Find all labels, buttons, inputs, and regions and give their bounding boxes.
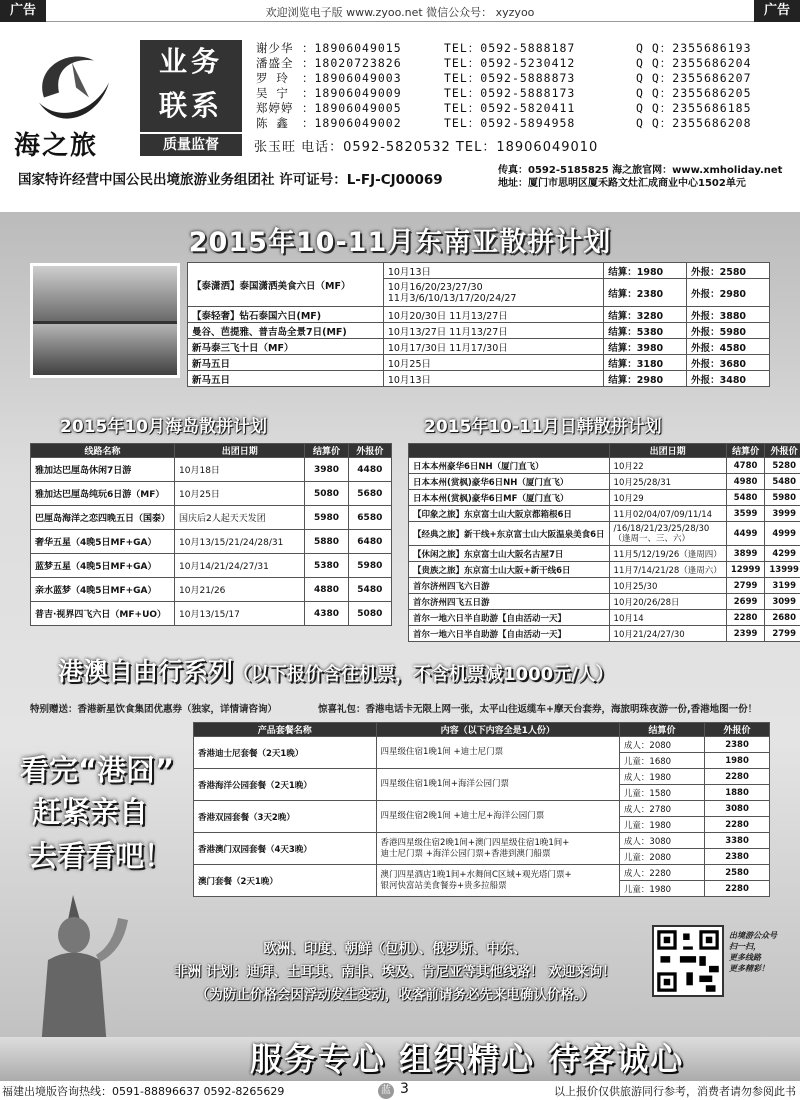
table-row <box>194 737 770 753</box>
settle-price: 5980 <box>305 506 348 530</box>
hk-macau-title <box>58 652 614 688</box>
fax-address <box>498 164 782 190</box>
contact-tel: TEL：0592-5820411 <box>444 101 576 115</box>
adult-quote: 3080 <box>705 801 770 817</box>
col-header: 结算价 <box>619 723 704 737</box>
contact-mobile: ：18906049015 <box>302 41 402 55</box>
route-date: 10月25日 <box>175 482 305 506</box>
child-price: 儿童：1680 <box>619 753 704 769</box>
settle-price: 结算：5380 <box>604 323 687 339</box>
table-row <box>31 530 392 554</box>
quote-price: 5480 <box>765 474 800 490</box>
slogan-line-3: 去看看吧！ <box>28 839 174 873</box>
quote-price: 外报：5980 <box>687 323 770 339</box>
quote-price: 外报：2580 <box>687 263 770 279</box>
route-date: 10月25/30 <box>609 578 726 594</box>
contact-row <box>256 85 796 100</box>
table-row <box>409 506 800 522</box>
route-name: 【泰潇洒】泰国潇洒美食六日（MF） <box>188 263 384 307</box>
service-slogan: 服务专心 组织精心 待客诚心 <box>250 1040 685 1078</box>
contact-tel: TEL：0592-5888873 <box>444 71 576 85</box>
table-row <box>409 546 800 562</box>
contact-qq: Q Q：2355686204 <box>636 56 752 70</box>
settle-price: 4980 <box>726 474 765 490</box>
col-header: 外报价 <box>705 723 770 737</box>
route-name: 蓝梦五星（4晚5日MF+GA） <box>31 554 175 578</box>
table-header-row <box>194 723 770 737</box>
table-row <box>409 562 800 578</box>
table-row <box>188 371 770 387</box>
contact-row <box>256 100 796 115</box>
beach-image <box>33 324 177 375</box>
hk-package-table <box>193 722 770 897</box>
quote-price: 外报：2980 <box>687 279 770 307</box>
table-row <box>188 339 770 355</box>
route-name: 雅加达巴厘岛休闲7日游 <box>31 458 175 482</box>
route-date: 10月29 <box>609 490 726 506</box>
route-date: 10月13日 <box>383 263 603 279</box>
settle-price: 5380 <box>305 554 348 578</box>
quote-price: 外报：4580 <box>687 339 770 355</box>
route-date: 11月02/04/07/09/11/14 <box>609 506 726 522</box>
settle-price: 5480 <box>726 490 765 506</box>
biz-line-1: 业务 <box>158 45 223 78</box>
qr-caption-line: 出境游公众号 <box>729 931 777 940</box>
contact-mobile: ：18906049005 <box>302 101 402 115</box>
contact-row <box>256 55 796 70</box>
settle-price: 3899 <box>726 546 765 562</box>
settle-price: 3980 <box>305 458 348 482</box>
quality-contact: 张玉旺 电话：0592-5820532 TEL：18906049010 <box>254 140 599 155</box>
route-name: 【经典之旅】新干线+东京富士山大阪温泉美食6日 <box>409 522 610 546</box>
route-date: 10月13日 <box>383 371 603 387</box>
route-name: 雅加达巴厘岛纯玩6日游（MF） <box>31 482 175 506</box>
contact-qq: Q Q：2355686207 <box>636 71 752 85</box>
package-content: 四星级住宿1晚1间+海洋公园门票 <box>376 769 619 801</box>
hk-title-note: （以下报价含往机票，不含机票减1000元/人） <box>233 664 614 685</box>
top-bar-text: 欢迎浏览电子版 www.zyoo.net 微信公众号： xyzyoo <box>265 6 535 19</box>
child-price: 儿童：1980 <box>619 817 704 833</box>
route-name: 【贵族之旅】东京富士山大阪+新干线6日 <box>409 562 610 578</box>
route-name: 日本本州(赏枫)豪华6日MF（厦门直飞） <box>409 490 610 506</box>
quote-price: 外报：3680 <box>687 355 770 371</box>
quote-price: 5980 <box>348 554 391 578</box>
child-price: 儿童：1580 <box>619 785 704 801</box>
table-row <box>409 594 800 610</box>
route-name: 【印象之旅】东京富士山大阪京都箱根6日 <box>409 506 610 522</box>
adult-price: 成人：1980 <box>619 769 704 785</box>
col-header: 结算价 <box>305 444 348 458</box>
contact-qq: Q Q：2355686193 <box>636 41 752 55</box>
sea-title: 2015年10-11月东南亚散拼计划 <box>188 227 612 258</box>
quote-price: 4480 <box>348 458 391 482</box>
child-quote: 1980 <box>705 753 770 769</box>
fax-line: 传真：0592-5185825 海之旅官网：www.xmholiday.net <box>498 165 783 176</box>
adult-price: 成人：2780 <box>619 801 704 817</box>
table-row <box>31 578 392 602</box>
adult-quote: 2380 <box>705 737 770 753</box>
table-row <box>31 458 392 482</box>
col-header: 内容（以下内容全是1人份） <box>376 723 619 737</box>
table-row <box>409 458 800 474</box>
contact-row <box>256 40 796 55</box>
table-row <box>188 307 770 323</box>
adult-quote: 2580 <box>705 865 770 881</box>
quote-price: 3999 <box>765 506 800 522</box>
settle-price: 5080 <box>305 482 348 506</box>
settle-price: 结算：3980 <box>604 339 687 355</box>
contact-tel: TEL：0592-5888173 <box>444 86 576 100</box>
qr-caption-line: 扫一扫， <box>729 942 761 951</box>
contact-list <box>256 40 796 130</box>
table-row <box>31 506 392 530</box>
route-date: 10月21/26 <box>175 578 305 602</box>
route-date: 10月13/15/17 <box>175 602 305 626</box>
contact-tel: TEL：0592-5230412 <box>444 56 576 70</box>
settle-price: 2280 <box>726 610 765 626</box>
settle-price: 4880 <box>305 578 348 602</box>
package-content: 四星级住宿1晚1间 +迪士尼门票 <box>376 737 619 769</box>
gift-note: 特别赠送：香港新星饮食集团优惠券（独家，详情请咨询） <box>30 704 278 715</box>
quote-price: 4999 <box>765 522 800 546</box>
quote-price: 5080 <box>348 602 391 626</box>
settle-price: 结算：2380 <box>604 279 687 307</box>
contact-qq: Q Q：2355686205 <box>636 86 752 100</box>
col-header: 线路名称 <box>31 444 175 458</box>
route-name: 普吉·视界四飞六日（MF+UO） <box>31 602 175 626</box>
settle-price: 5880 <box>305 530 348 554</box>
package-name: 香港双园套餐（3天2晚） <box>194 801 377 833</box>
route-name: 新马泰三飞十日（MF） <box>188 339 384 355</box>
settle-price: 结算：3180 <box>604 355 687 371</box>
route-date: /16/18/21/23/25/28/30 （逢周一、三、六） <box>609 522 726 546</box>
settle-price: 2799 <box>726 578 765 594</box>
contact-tel: TEL：0592-5894958 <box>444 116 576 130</box>
child-quote: 1880 <box>705 785 770 801</box>
contact-name: 潘盛全 <box>256 56 294 70</box>
adult-price: 成人：2080 <box>619 737 704 753</box>
contact-row <box>256 70 796 85</box>
island-title: 2015年10月海岛散拼计划 <box>60 417 267 437</box>
route-date: 10月22 <box>609 458 726 474</box>
quote-price: 5680 <box>348 482 391 506</box>
child-price: 儿童：2080 <box>619 849 704 865</box>
table-row <box>409 490 800 506</box>
route-date: 10月25/28/31 <box>609 474 726 490</box>
table-header-row <box>31 444 392 458</box>
route-name: 首尔济州四飞五日游 <box>409 594 610 610</box>
hk-title-main: 港澳自由行系列 <box>58 657 234 686</box>
quote-price: 6580 <box>348 506 391 530</box>
route-date: 10月13/27日 11月13/27日 <box>383 323 603 339</box>
route-date: 10月14 <box>609 610 726 626</box>
route-date: 10月17/30日 11月17/30日 <box>383 339 603 355</box>
route-name: 【泰轻奢】钻石泰国六日(MF) <box>188 307 384 323</box>
routes-line-2: 非洲 计划：迪拜、土耳其、南非、埃及、肯尼亚等其他线路！ 欢迎来询！ <box>174 964 616 980</box>
japan-korea-table <box>408 443 800 642</box>
contact-mobile: ：18906049002 <box>302 116 402 130</box>
route-date: 10月20/26/28日 <box>609 594 726 610</box>
route-name: 曼谷、芭提雅、普吉岛全景7日(MF) <box>188 323 384 339</box>
route-name: 【休闲之旅】东京富士山大阪名古屋7日 <box>409 546 610 562</box>
business-contact-box <box>140 40 242 132</box>
slogan-line-1: 看完“港囧” <box>20 753 175 787</box>
contact-qq: Q Q：2355686208 <box>636 116 752 130</box>
quote-price: 2799 <box>765 626 800 642</box>
quote-price: 2680 <box>765 610 800 626</box>
license-line: 国家特许经营中国公民出境旅游业务组团社 许可证号：L-FJ-CJ00069 <box>18 172 443 188</box>
address-line: 地址：厦门市思明区厦禾路文灶汇成商业中心1502单元 <box>498 178 746 189</box>
route-name: 奢华五星（4晚5日MF+GA） <box>31 530 175 554</box>
route-date: 10月14/21/24/27/31 <box>175 554 305 578</box>
table-row <box>409 626 800 642</box>
route-name: 日本本州(赏枫)豪华6日NH（厦门直飞） <box>409 474 610 490</box>
table-row <box>188 355 770 371</box>
contact-name: 陈 鑫 <box>256 116 289 130</box>
table-row <box>194 801 770 817</box>
settle-price: 结算：1980 <box>604 263 687 279</box>
route-name: 亲水蓝梦（4晚5日MF+GA） <box>31 578 175 602</box>
japan-korea-title: 2015年10-11月日韩散拼计划 <box>424 417 662 437</box>
package-name: 澳门套餐（2天1晚） <box>194 865 377 897</box>
route-name: 巴厘岛海洋之恋四晚五日（国泰） <box>31 506 175 530</box>
route-date: 10月20/30日 11月13/27日 <box>383 307 603 323</box>
quote-price: 4299 <box>765 546 800 562</box>
col-header <box>409 444 610 458</box>
table-header-row <box>409 444 800 458</box>
thai-statue-image <box>18 890 138 1060</box>
adult-price: 成人：3080 <box>619 833 704 849</box>
route-date: 10月25日 <box>383 355 603 371</box>
table-row <box>409 522 800 546</box>
qr-code-icon[interactable] <box>652 925 724 997</box>
edition-badge: 蓝 <box>378 1083 394 1099</box>
contact-name: 谢少华 <box>256 41 294 55</box>
quality-label: 质量监督 <box>140 134 242 156</box>
child-quote: 2280 <box>705 881 770 897</box>
contact-name: 郑婷婷 <box>256 101 294 115</box>
table-row <box>194 769 770 785</box>
settle-price: 结算：3280 <box>604 307 687 323</box>
quote-price: 5480 <box>348 578 391 602</box>
quote-price: 6480 <box>348 530 391 554</box>
settle-price: 4499 <box>726 522 765 546</box>
package-name: 香港澳门双园套餐（4天3晚） <box>194 833 377 865</box>
route-name: 日本本州豪华6日NH（厦门直飞） <box>409 458 610 474</box>
route-name: 首尔一地六日半自助游【自由活动一天】 <box>409 610 610 626</box>
col-header: 出团日期 <box>609 444 726 458</box>
contact-tel: TEL：0592-5888187 <box>444 41 576 55</box>
table-row <box>188 323 770 339</box>
table-row <box>194 833 770 849</box>
surprise-gift-note: 惊喜礼包：香港电话卡无限上网一张，太平山往返缆车+摩天台套券，海旅明珠夜游一份,香港地图一份！ <box>318 704 758 715</box>
route-name: 首尔一地六日半自助游【自由活动一天】 <box>409 626 610 642</box>
table-row <box>188 263 770 279</box>
settle-price: 结算：2980 <box>604 371 687 387</box>
col-header: 结算价 <box>726 444 765 458</box>
contact-row <box>256 115 796 130</box>
settle-price: 12999 <box>726 562 765 578</box>
col-header: 产品套餐名称 <box>194 723 377 737</box>
package-content: 香港四星级住宿2晚1间+澳门四星级住宿1晚1间+ 迪士尼门票 +海洋公园门票+香港到澳门船票 <box>376 833 619 865</box>
footer-hotline: 福建出境版咨询热线：0591-88896637 0592-8265629 <box>2 1085 285 1098</box>
table-row <box>409 578 800 594</box>
thailand-photo <box>30 263 180 378</box>
contact-name: 罗 玲 <box>256 71 289 85</box>
settle-price: 2699 <box>726 594 765 610</box>
child-quote: 2380 <box>705 849 770 865</box>
quote-price: 5280 <box>765 458 800 474</box>
contact-qq: Q Q：2355686185 <box>636 101 752 115</box>
brand-name: 海之旅 <box>14 131 99 161</box>
route-date: 11月5/12/19/26（逢周四） <box>609 546 726 562</box>
adult-quote: 3380 <box>705 833 770 849</box>
qr-caption-line: 更多精彩！ <box>729 964 769 973</box>
child-price: 儿童：1980 <box>619 881 704 897</box>
settle-price: 4380 <box>305 602 348 626</box>
page-number-value: 3 <box>400 1081 409 1097</box>
contact-mobile: ：18906049003 <box>302 71 402 85</box>
package-content: 四星级住宿2晚1间 +迪士尼+海洋公园门票 <box>376 801 619 833</box>
settle-price: 2399 <box>726 626 765 642</box>
table-row <box>409 474 800 490</box>
package-name: 香港海洋公园套餐（2天1晚） <box>194 769 377 801</box>
route-date: 国庆后2人起天天发团 <box>175 506 305 530</box>
quote-price: 外报：3880 <box>687 307 770 323</box>
other-routes-text <box>160 938 630 1007</box>
footer-disclaimer: 以上报价仅供旅游同行参考，消费者请勿参阅此书 <box>554 1085 796 1098</box>
ad-label-right: 广告 <box>754 0 800 22</box>
route-date: 10月16/20/23/27/30 11月3/6/10/13/17/20/24/27 <box>383 279 603 307</box>
qr-caption <box>729 930 777 974</box>
table-row <box>31 482 392 506</box>
qr-caption-line: 更多线路 <box>729 953 761 962</box>
ad-label-left: 广告 <box>0 0 46 22</box>
routes-line-1: 欧洲、印度、朝鲜（包机）、俄罗斯、中东、 <box>263 941 527 957</box>
slogan-line-2: 赶紧亲自 <box>32 795 149 829</box>
settle-price: 4780 <box>726 458 765 474</box>
quote-price: 3199 <box>765 578 800 594</box>
col-header: 出团日期 <box>175 444 305 458</box>
routes-line-3: （为防止价格会因浮动发生变动，收客前请务必先来电确认价格。） <box>195 987 595 1003</box>
table-row <box>31 554 392 578</box>
route-name: 新马五日 <box>188 371 384 387</box>
contact-mobile: ：18020723826 <box>302 56 402 70</box>
adult-quote: 2280 <box>705 769 770 785</box>
col-header: 外报价 <box>765 444 800 458</box>
adult-price: 成人：2280 <box>619 865 704 881</box>
contact-mobile: ：18906049009 <box>302 86 402 100</box>
child-quote: 2280 <box>705 817 770 833</box>
table-row <box>409 610 800 626</box>
quote-price: 13999 <box>765 562 800 578</box>
sea-table <box>187 262 770 387</box>
route-date: 11月7/14/21/28（逢周六） <box>609 562 726 578</box>
biz-line-2: 联系 <box>158 89 223 122</box>
settle-price: 3599 <box>726 506 765 522</box>
route-date: 10月13/15/21/24/28/31 <box>175 530 305 554</box>
route-date: 10月21/24/27/30 <box>609 626 726 642</box>
page-number <box>378 1081 409 1099</box>
route-name: 首尔济州四飞六日游 <box>409 578 610 594</box>
island-table <box>30 443 392 626</box>
temple-image <box>33 266 177 321</box>
quote-price: 3099 <box>765 594 800 610</box>
contact-name: 吴 宁 <box>256 86 289 100</box>
col-header: 外报价 <box>348 444 391 458</box>
package-content: 澳门四星酒店1晚1间+水舞间C区域+观光塔门票+ 银河快富站美食餐券+贵多拉船票 <box>376 865 619 897</box>
route-date: 10月18日 <box>175 458 305 482</box>
table-row <box>31 602 392 626</box>
quote-price: 外报：3480 <box>687 371 770 387</box>
route-name: 新马五日 <box>188 355 384 371</box>
table-row <box>194 865 770 881</box>
package-name: 香港迪士尼套餐（2天1晚） <box>194 737 377 769</box>
quote-price: 5980 <box>765 490 800 506</box>
